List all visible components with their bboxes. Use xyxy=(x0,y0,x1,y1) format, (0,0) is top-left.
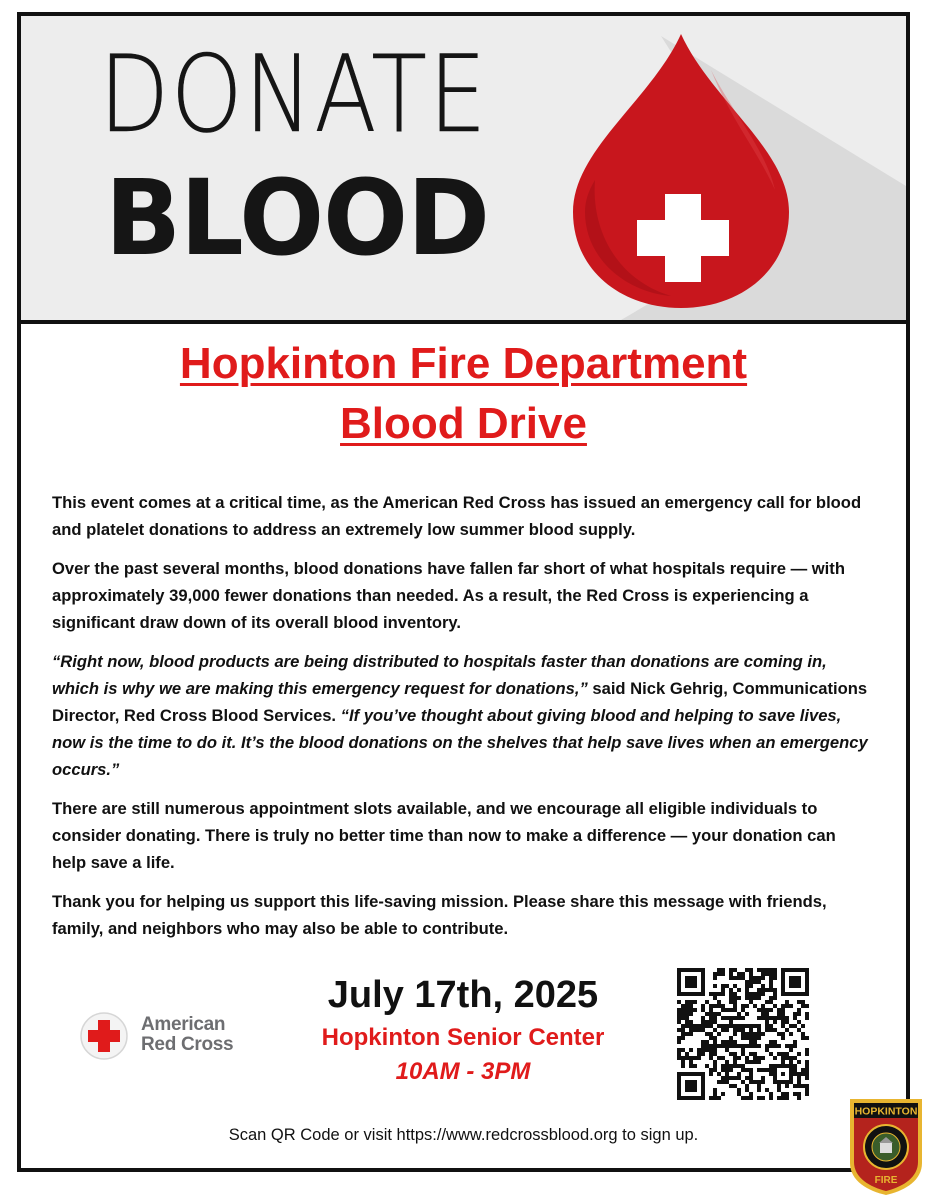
headline-blood: BLOOD xyxy=(105,157,489,279)
paragraph-critical-time: This event comes at a critical time, as the American Red Cross has issued an emergency call for blood and platelet donations to address an extremely low summer blood supply. xyxy=(52,493,862,539)
red-cross-icon xyxy=(79,1011,129,1061)
flyer-page xyxy=(17,12,910,1172)
fire-department-patch-icon xyxy=(846,1093,926,1197)
paragraph-quote xyxy=(52,648,872,783)
donate-blood-banner xyxy=(21,16,906,324)
event-title-line1: Hopkinton Fire Department xyxy=(179,339,748,388)
patch-top-text: HOPKINTON xyxy=(854,1105,918,1118)
quote-part-a: “Right now, blood products are being distributed to hospitals faster than donations are coming in, which is why we are making this emergency request for donations,” xyxy=(52,652,827,698)
body-copy xyxy=(52,489,872,954)
signup-instructions: Scan QR Code or visit https://www.redcrossblood.org to sign up. xyxy=(228,1126,699,1144)
paragraph-donation-shortfall: Over the past several months, blood donations have fallen far short of what hospitals require — with approximately 39,000 fewer donations than needed. As a result, the Red Cross is experiencing a significant draw down of its overall blood inventory. xyxy=(52,559,845,632)
event-title-block xyxy=(21,334,906,454)
american-red-cross-logo xyxy=(79,1011,259,1061)
patch-bottom-text: FIRE xyxy=(874,1175,898,1186)
quote-attribution: said Nick Gehrig, Communications Director, Red Cross Blood Services. xyxy=(52,679,868,725)
logo-wordmark xyxy=(141,1015,233,1055)
blood-drop-with-cross-icon xyxy=(561,30,801,312)
event-date: July 17th, 2025 xyxy=(327,974,599,1016)
headline-donate: DONATE xyxy=(99,33,489,156)
qr-code-icon[interactable] xyxy=(677,968,809,1100)
logo-name-line1: American xyxy=(141,1014,226,1035)
quote-part-b: “If you’ve thought about giving blood and helping to save lives, now is the time to do it. It’s the blood donations on the shelves that help save lives when an emergency occurs.” xyxy=(52,706,868,779)
event-title-line2: Blood Drive xyxy=(340,399,587,448)
event-location: Hopkinton Senior Center xyxy=(321,1024,605,1051)
paragraph-thank-you: Thank you for helping us support this life-saving mission. Please share this message with friends, family, and neighbors who may also be able to contribute. xyxy=(52,892,827,938)
logo-name-line2: Red Cross xyxy=(141,1034,234,1055)
paragraph-appointments: There are still numerous appointment slots available, and we encourage all eligible individuals to consider donating. There is truly no better time than now to make a difference — your donation can help save a life. xyxy=(52,799,836,872)
event-time: 10AM - 3PM xyxy=(395,1058,531,1085)
